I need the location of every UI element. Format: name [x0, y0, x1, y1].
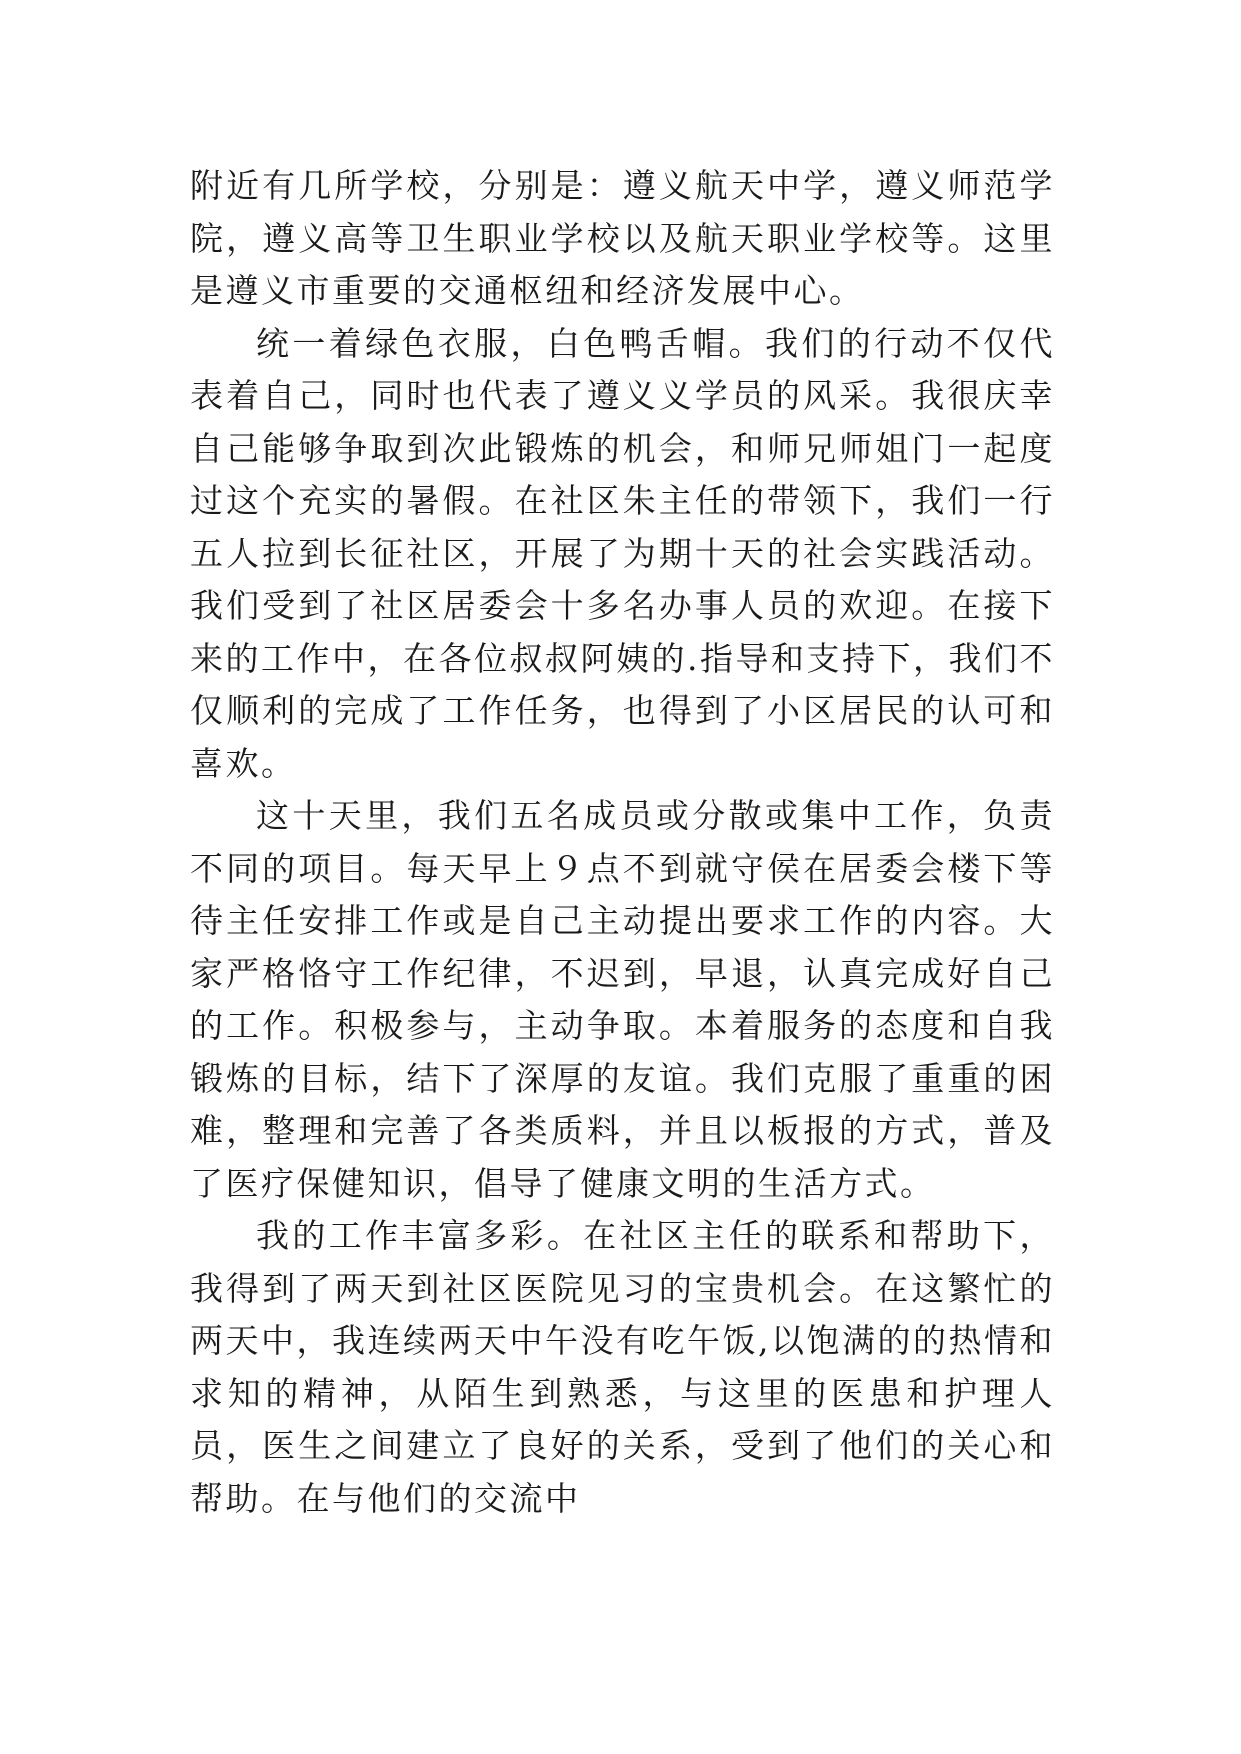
paragraph-4: 我的工作丰富多彩。在社区主任的联系和帮助下，我得到了两天到社区医院见习的宝贵机会。在这繁忙的两天中，我连续两天中午没有吃午饭,以饱满的的热情和求知的精神，从陌生到熟悉，与这里的医患和护理人员，医生之间建立了良好的关系，受到了他们的关心和帮助。在与他们的交流中 [190, 1216, 1055, 1518]
paragraph-1: 附近有几所学校，分别是：遵义航天中学，遵义师范学院，遵义高等卫生职业学校以及航天职业学校等。这里是遵义市重要的交通枢纽和经济发展中心。 [190, 166, 1055, 310]
paragraph-2: 统一着绿色衣服，白色鸭舌帽。我们的行动不仅代表着自己，同时也代表了遵义义学员的风采。我很庆幸自己能够争取到次此锻炼的机会，和师兄师姐门一起度过这个充实的暑假。在社区朱主任的带领下，我们一行五人拉到长征社区，开展了为期十天的社会实践活动。我们受到了社区居委会十多名办事人员的欢迎。在接下来的工作中，在各位叔叔阿姨的.指导和支持下，我们不仅顺利的完成了工作任务，也得到了小区居民的认可和喜欢。 [190, 323, 1055, 783]
document-body [190, 160, 1055, 1525]
paragraph-3: 这十天里，我们五名成员或分散或集中工作，负责不同的项目。每天早上９点不到就守侯在居委会楼下等待主任安排工作或是自己主动提出要求工作的内容。大家严格恪守工作纪律，不迟到，早退，认真完成好自己的工作。积极参与，主动争取。本着服务的态度和自我锻炼的目标，结下了深厚的友谊。我们克服了重重的困难，整理和完善了各类质料，并且以板报的方式，普及了医疗保健知识，倡导了健康文明的生活方式。 [190, 796, 1055, 1203]
